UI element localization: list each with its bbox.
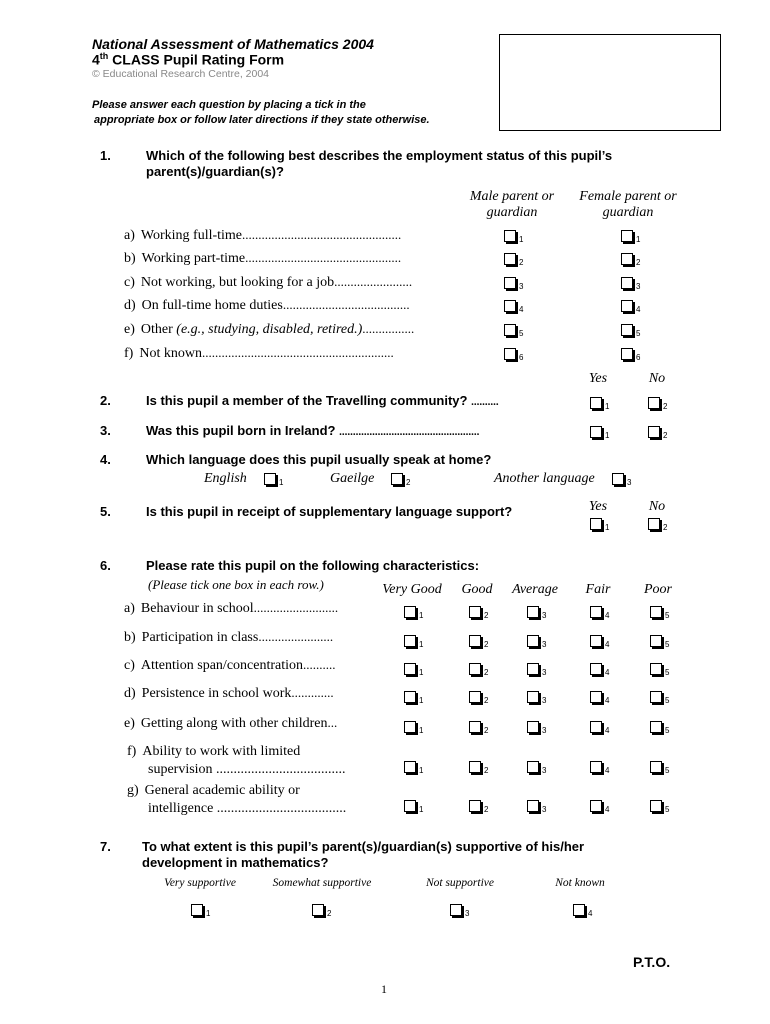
q2-number: 2.: [100, 393, 111, 408]
q4-option-another-checkbox[interactable]: 3: [612, 473, 626, 487]
q7-option-checkbox[interactable]: 2: [312, 904, 326, 918]
q6-row: c) Attention span/concentration..........: [124, 657, 336, 673]
q7-option-checkbox[interactable]: 4: [573, 904, 587, 918]
no-header: No: [648, 371, 666, 386]
q7-option-checkbox[interactable]: 1: [191, 904, 205, 918]
pto-label: P.T.O.: [633, 954, 671, 970]
q1-male-checkbox[interactable]: 1: [504, 230, 518, 244]
q6-rating-checkbox[interactable]: 5: [650, 691, 664, 705]
q1-text: Which of the following best describes the employment status of this pupil’s parent(s)/guardian(s)?: [146, 148, 613, 179]
q1-col-female-header: Female parent or guardian: [579, 189, 677, 220]
q6-row: g) General academic ability or intelligence .....................................: [127, 783, 347, 816]
q1-female-checkbox[interactable]: 4: [621, 300, 635, 314]
q4-option-another-label: Another language: [494, 471, 595, 486]
q6-rating-checkbox[interactable]: 4: [590, 635, 604, 649]
q6-rating-checkbox[interactable]: 2: [469, 721, 483, 735]
q7-option-checkbox[interactable]: 3: [450, 904, 464, 918]
q2-yes-checkbox[interactable]: 1: [590, 397, 604, 411]
q7-option-label: Not known: [555, 877, 605, 889]
q1-row: e) Other (e.g., studying, disabled, retired.)................: [124, 321, 415, 337]
q6-rating-checkbox[interactable]: 3: [527, 663, 541, 677]
q6-scale-header: Good: [461, 582, 493, 597]
id-label-box[interactable]: [499, 34, 721, 131]
q1-female-checkbox[interactable]: 6: [621, 348, 635, 362]
q6-rating-checkbox[interactable]: 4: [590, 663, 604, 677]
q4-option-english-label: English: [204, 471, 247, 486]
q7-option-label: Somewhat supportive: [272, 877, 372, 889]
page-number: 1: [381, 982, 387, 996]
q1-female-checkbox[interactable]: 5: [621, 324, 635, 338]
q6-row: b) Participation in class.......................: [124, 629, 334, 645]
q6-rating-checkbox[interactable]: 4: [590, 721, 604, 735]
q4-number: 4.: [100, 452, 111, 467]
q1-row: d) On full-time home duties.......................................: [124, 297, 410, 313]
q6-rating-checkbox[interactable]: 5: [650, 800, 664, 814]
q6-rating-checkbox[interactable]: 1: [404, 663, 418, 677]
q4-option-gaeilge-checkbox[interactable]: 2: [391, 473, 405, 487]
q6-rating-checkbox[interactable]: 2: [469, 800, 483, 814]
q1-col-male-header: Male parent or guardian: [469, 189, 555, 220]
q1-female-checkbox[interactable]: 3: [621, 277, 635, 291]
q4-text: Which language does this pupil usually speak at home?: [146, 452, 492, 467]
q2-text: Is this pupil a member of the Travelling community? ..........: [146, 393, 499, 408]
q3-number: 3.: [100, 423, 111, 438]
q1-male-checkbox[interactable]: 4: [504, 300, 518, 314]
q1-female-checkbox[interactable]: 1: [621, 230, 635, 244]
q6-rating-checkbox[interactable]: 1: [404, 800, 418, 814]
q6-rating-checkbox[interactable]: 5: [650, 663, 664, 677]
q1-male-checkbox[interactable]: 2: [504, 253, 518, 267]
q1-row: a) Working full-time.................................................: [124, 227, 402, 243]
q6-rating-checkbox[interactable]: 3: [527, 635, 541, 649]
q6-rating-checkbox[interactable]: 1: [404, 635, 418, 649]
q3-yes-checkbox[interactable]: 1: [590, 426, 604, 440]
q6-scale-header: Average: [512, 582, 558, 597]
q3-no-checkbox[interactable]: 2: [648, 426, 662, 440]
instruction-line-1: Please answer each question by placing a tick in the: [92, 99, 366, 111]
q6-rating-checkbox[interactable]: 2: [469, 606, 483, 620]
q6-rating-checkbox[interactable]: 3: [527, 761, 541, 775]
q4-option-gaeilge-label: Gaeilge: [330, 471, 375, 486]
q1-row: b) Working part-time................................................: [124, 250, 402, 266]
q6-rating-checkbox[interactable]: 3: [527, 691, 541, 705]
q6-scale-header: Very Good: [382, 582, 442, 597]
q1-male-checkbox[interactable]: 5: [504, 324, 518, 338]
q1-number: 1.: [100, 148, 111, 163]
q6-scale-header: Fair: [585, 582, 611, 597]
q6-rating-checkbox[interactable]: 1: [404, 761, 418, 775]
q6-rating-checkbox[interactable]: 3: [527, 606, 541, 620]
q6-rating-checkbox[interactable]: 1: [404, 721, 418, 735]
form-title: National Assessment of Mathematics 2004: [92, 36, 374, 52]
q2-no-checkbox[interactable]: 2: [648, 397, 662, 411]
q5-text: Is this pupil in receipt of supplementary language support?: [146, 504, 513, 519]
q6-rating-checkbox[interactable]: 2: [469, 663, 483, 677]
q6-rating-checkbox[interactable]: 1: [404, 606, 418, 620]
q6-rating-checkbox[interactable]: 4: [590, 606, 604, 620]
q6-rating-checkbox[interactable]: 4: [590, 800, 604, 814]
yes-header: Yes: [588, 371, 608, 386]
q6-scale-header: Poor: [644, 582, 672, 597]
q6-rating-checkbox[interactable]: 5: [650, 635, 664, 649]
q6-number: 6.: [100, 558, 111, 573]
q7-text: To what extent is this pupil’s parent(s)/guardian(s) supportive of his/her development in mathematics?: [142, 839, 585, 870]
q5-yes-checkbox[interactable]: 1: [590, 518, 604, 532]
q1-male-checkbox[interactable]: 3: [504, 277, 518, 291]
q6-rating-checkbox[interactable]: 2: [469, 635, 483, 649]
q5-number: 5.: [100, 504, 111, 519]
q6-rating-checkbox[interactable]: 5: [650, 606, 664, 620]
q6-row: d) Persistence in school work.............: [124, 685, 334, 701]
q6-rating-checkbox[interactable]: 5: [650, 761, 664, 775]
q6-row: e) Getting along with other children...: [124, 715, 338, 731]
q6-rating-checkbox[interactable]: 3: [527, 800, 541, 814]
q6-rating-checkbox[interactable]: 2: [469, 761, 483, 775]
q6-rating-checkbox[interactable]: 3: [527, 721, 541, 735]
copyright-notice: © Educational Research Centre, 2004: [92, 68, 270, 80]
q1-male-checkbox[interactable]: 6: [504, 348, 518, 362]
q6-text: Please rate this pupil on the following characteristics:: [146, 558, 480, 573]
instruction-line-2: appropriate box or follow later directions if they state otherwise.: [94, 114, 430, 126]
q7-option-label: Not supportive: [425, 877, 495, 889]
q7-number: 7.: [100, 839, 111, 854]
q7-option-label: Very supportive: [164, 877, 236, 889]
q5-no-checkbox[interactable]: 2: [648, 518, 662, 532]
q6-rating-checkbox[interactable]: 1: [404, 691, 418, 705]
q6-rating-checkbox[interactable]: 2: [469, 691, 483, 705]
form-subtitle: 4th CLASS Pupil Rating Form: [92, 51, 285, 68]
q6-rating-checkbox[interactable]: 4: [590, 691, 604, 705]
q6-row: f) Ability to work with limited supervision .....................................: [127, 744, 346, 777]
q5-yes-header: Yes: [588, 499, 608, 514]
q1-row: f) Not known...........................................................: [124, 345, 394, 361]
q6-row: a) Behaviour in school..........................: [124, 600, 339, 616]
q6-note: (Please tick one box in each row.): [148, 577, 324, 592]
q5-no-header: No: [648, 499, 666, 514]
q6-rating-checkbox[interactable]: 4: [590, 761, 604, 775]
q4-option-english-checkbox[interactable]: 1: [264, 473, 278, 487]
q6-rating-checkbox[interactable]: 5: [650, 721, 664, 735]
q3-text: Was this pupil born in Ireland? ...................................................: [146, 423, 480, 438]
q1-female-checkbox[interactable]: 2: [621, 253, 635, 267]
q1-row: c) Not working, but looking for a job........................: [124, 274, 413, 290]
